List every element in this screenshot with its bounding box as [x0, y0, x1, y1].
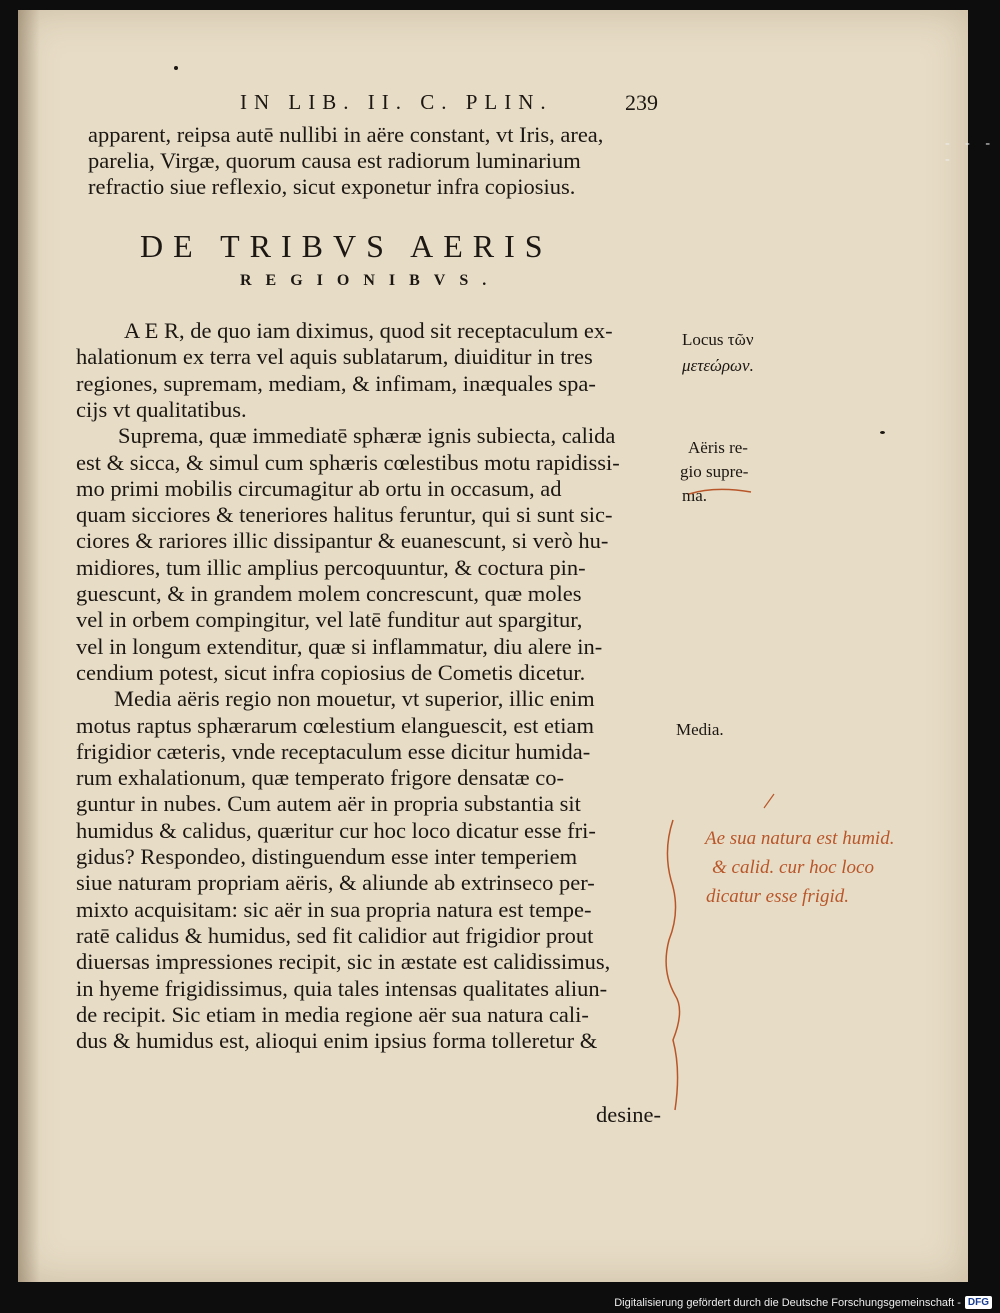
- handwritten-note: Ae sua natura est humid.: [705, 828, 895, 849]
- body-line: de recipit. Sic etiam in media regione aër sua natura cali-: [76, 1002, 589, 1027]
- body-line: regiones, supremam, mediam, & infimam, inæquales spa-: [76, 371, 596, 396]
- body-line: vel in longum extenditur, quæ si inflammatur, diu alere in-: [76, 634, 603, 659]
- handwritten-note: dicatur esse frigid.: [706, 886, 850, 907]
- body-line: humidus & calidus, quæritur cur hoc loco dicatur esse fri-: [76, 818, 596, 843]
- page-number: 239: [625, 90, 658, 115]
- edge-dash-mark: - - - -: [945, 136, 996, 167]
- body-line: in hyeme frigidissimus, quia tales intensas qualitates aliun-: [76, 976, 608, 1001]
- body-line: midiores, tum illic amplius percoquuntur, & coctura pin-: [76, 555, 586, 580]
- body-line: quam sicciores & teneriores halitus feruntur, qui si sunt sic-: [76, 502, 613, 527]
- ink-speck: [880, 431, 885, 434]
- catchword: desine-: [596, 1102, 661, 1127]
- body-line: A E R, de quo iam diximus, quod sit receptaculum ex-: [124, 318, 613, 343]
- handwritten-note: & calid. cur hoc loco: [712, 857, 874, 878]
- handwritten-underline: [685, 478, 755, 508]
- body-line: siue naturam propriam aëris, & aliunde ab extrinseco per-: [76, 870, 595, 895]
- dfg-logo-icon: DFG: [965, 1296, 992, 1309]
- margin-note-aeris: gio supre-: [680, 462, 749, 481]
- body-line: mixto acquisitam: sic aër in sua propria natura est tempe-: [76, 897, 592, 922]
- body-line: dus & humidus est, alioqui enim ipsius forma tolleretur &: [76, 1028, 598, 1053]
- body-line: refractio siue reflexio, sicut exponetur infra copiosius.: [88, 174, 576, 199]
- body-line: guntur in nubes. Cum autem aër in propria substantia sit: [76, 791, 581, 816]
- body-line: guescunt, & in grandem molem concrescunt, quæ moles: [76, 581, 582, 606]
- body-line: halationum ex terra vel aquis sublatarum, diuiditur in tres: [76, 344, 593, 369]
- margin-note-media: Media.: [676, 720, 724, 739]
- body-line: motus raptus sphærarum cœlestium elanguescit, est etiam: [76, 713, 595, 738]
- body-line: frigidior cæteris, vnde receptaculum esse dicitur humida-: [76, 739, 591, 764]
- margin-note-locus: Locus τῶν: [682, 330, 754, 349]
- body-line: Suprema, quæ immediatē sphæræ ignis subiecta, calida: [118, 423, 616, 448]
- gutter-shadow: [18, 10, 40, 1282]
- body-line: apparent, reipsa autē nullibi in aëre constant, vt Iris, area,: [88, 122, 604, 147]
- footer-text: Digitalisierung gefördert durch die Deutsche Forschungsgemeinschaft -: [614, 1296, 961, 1309]
- margin-note-aeris: Aëris re-: [688, 438, 748, 457]
- body-line: rum exhalationum, quæ temperato frigore densatæ co-: [76, 765, 564, 790]
- handwritten-bracket: [655, 810, 695, 1130]
- section-subtitle: REGIONIBVS.: [240, 272, 501, 289]
- margin-note-locus: μετεώρων.: [682, 356, 754, 375]
- body-line: gidus? Respondeo, distinguendum esse inter temperiem: [76, 844, 578, 869]
- body-line: est & sicca, & simul cum sphæris cœlestibus motu rapidissi-: [76, 450, 620, 475]
- body-line: ratē calidus & humidus, sed fit calidior aut frigidior prout: [76, 923, 594, 948]
- running-head: IN LIB. II. C. PLIN.: [240, 90, 553, 114]
- ink-speck: [174, 66, 178, 70]
- margin-tick-mark: [758, 788, 788, 818]
- body-line: vel in orbem compingitur, vel latē funditur aut spargitur,: [76, 607, 583, 632]
- body-line: parelia, Virgæ, quorum causa est radiorum luminarium: [88, 148, 581, 173]
- body-line: Media aëris regio non mouetur, vt superior, illic enim: [114, 686, 595, 711]
- section-title: DE TRIBVS AERIS: [140, 228, 553, 264]
- body-line: cijs vt qualitatibus.: [76, 397, 247, 422]
- margin-note-aeris: ma.: [682, 486, 708, 505]
- body-line: mo primi mobilis circumagitur ab ortu in occasum, ad: [76, 476, 562, 501]
- footer-credit: [614, 1296, 992, 1309]
- body-line: ciores & rariores illic dissipantur & euanescunt, si verò hu-: [76, 528, 609, 553]
- body-line: diuersas impressiones recipit, sic in æstate est calidissimus,: [76, 949, 611, 974]
- body-line: cendium potest, sicut infra copiosius de Cometis dicetur.: [76, 660, 586, 685]
